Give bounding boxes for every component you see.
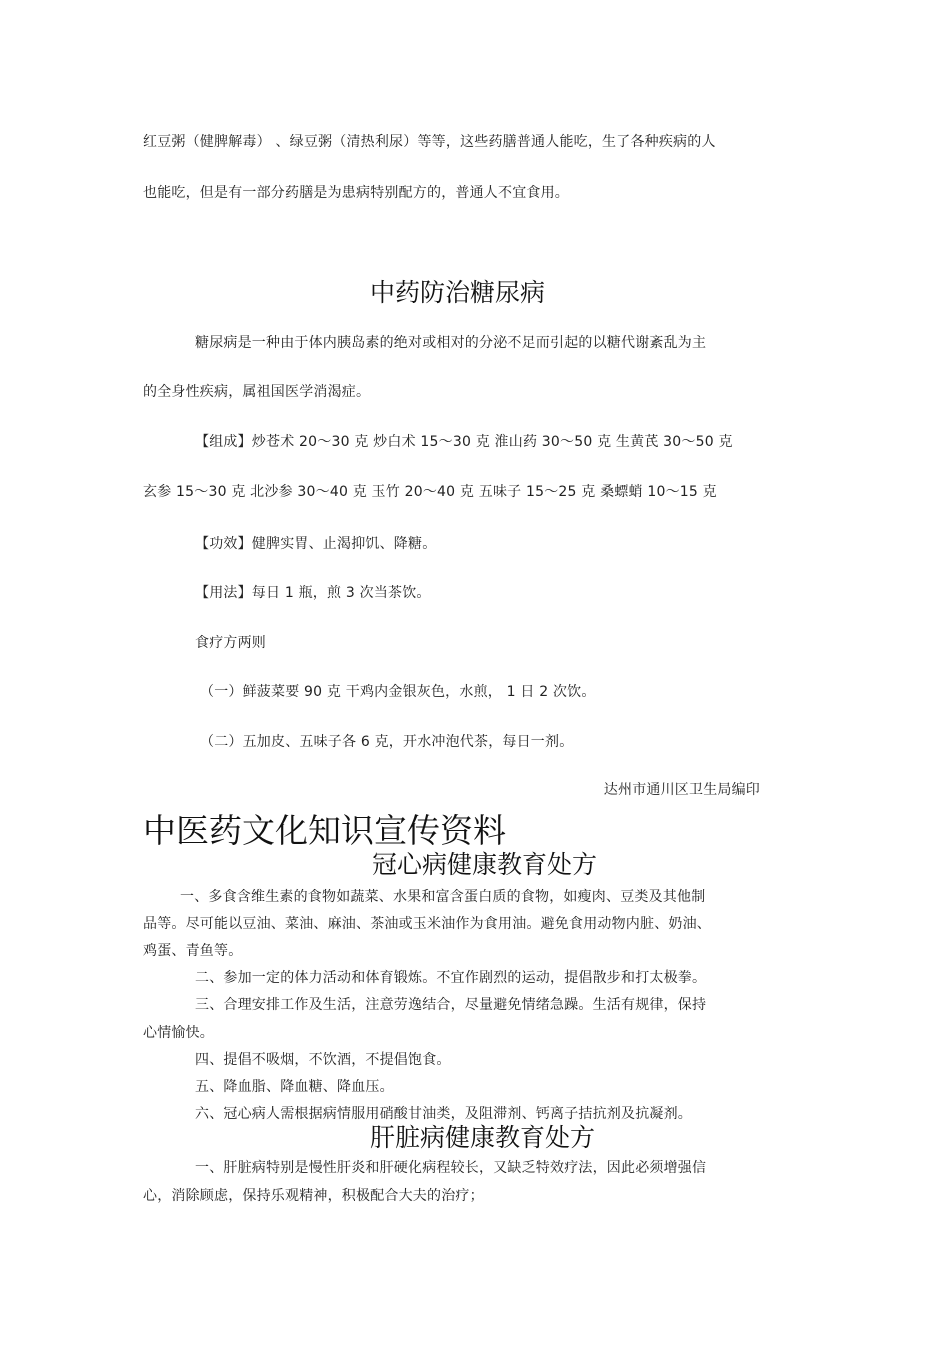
printer-credit: 达州市通川区卫生局编印 — [603, 782, 760, 798]
chd-p3-line-1: 三、合理安排工作及生活，注意劳逸结合，尽量避免情绪急躁。生活有规律，保持 — [195, 997, 707, 1013]
chd-p6: 六、冠心病人需根据病情服用硝酸甘油类，及阻滞剂、钙离子拮抗剂及抗凝剂。 — [195, 1106, 692, 1122]
diabetes-title: 中药防治糖尿病 — [370, 278, 546, 307]
diet-item-2: （二）五加皮、五味子各 6 克，开水冲泡代茶，每日一剂。 — [200, 734, 574, 750]
diet-item-1: （一）鲜菠菜要 90 克 干鸡内金银灰色，水煎， 1 日 2 次饮。 — [200, 684, 596, 700]
intro-line-2: 也能吃，但是有一部分药膳是为患病特别配方的，普通人不宜食用。 — [143, 185, 569, 201]
liver-p1-line-2: 心，消除顾虑，保持乐观精神，积极配合大夫的治疗； — [143, 1188, 484, 1204]
chd-title: 冠心病健康教育处方 — [372, 850, 598, 879]
chd-p5: 五、降血脂、降血糖、降血压。 — [195, 1079, 394, 1095]
diet-heading: 食疗方两则 — [195, 635, 266, 651]
liver-p1-line-1: 一、肝脏病特别是慢性肝炎和肝硬化病程较长，又缺乏特效疗法，因此必须增强信 — [195, 1160, 707, 1176]
composition-line-1: 【组成】炒苍术 20～30 克 炒白术 15～30 克 淮山药 30～50 克 生黄芪 30～50 克 — [195, 434, 733, 450]
chd-p2: 二、参加一定的体力活动和体育锻炼。不宜作剧烈的运动，提倡散步和打太极拳。 — [195, 970, 707, 986]
chd-p1-line-2: 品等。尽可能以豆油、菜油、麻油、茶油或玉米油作为食用油。避免食用动物内脏、奶油、 — [143, 916, 711, 932]
brochure-title: 中医药文化知识宣传资料 — [143, 811, 506, 850]
diabetes-desc-line-1: 糖尿病是一种由于体内胰岛素的绝对或相对的分泌不足而引起的以糖代谢紊乱为主 — [195, 335, 707, 351]
composition-line-2: 玄参 15～30 克 北沙参 30～40 克 玉竹 20～40 克 五味子 15～25 克 桑螵蛸 10～15 克 — [143, 484, 717, 500]
chd-p1-line-3: 鸡蛋、青鱼等。 — [143, 943, 243, 959]
liver-title: 肝脏病健康教育处方 — [370, 1123, 596, 1152]
effect-text: 【功效】健脾实胃、止渴抑饥、降糖。 — [195, 536, 437, 552]
chd-p4: 四、提倡不吸烟，不饮酒，不提倡饱食。 — [195, 1052, 451, 1068]
intro-line-1: 红豆粥（健脾解毒） 、绿豆粥（清热利尿）等等，这些药膳普通人能吃，生了各种疾病的人 — [143, 134, 716, 150]
chd-p3-line-2: 心情愉快。 — [143, 1025, 214, 1041]
diabetes-desc-line-2: 的全身性疾病，属祖国医学消渴症。 — [143, 384, 371, 400]
usage-text: 【用法】每日 1 瓶，煎 3 次当茶饮。 — [195, 585, 431, 601]
chd-p1-line-1: 一、多食含维生素的食物如蔬菜、水果和富含蛋白质的食物，如瘦肉、豆类及其他制 — [180, 889, 706, 905]
